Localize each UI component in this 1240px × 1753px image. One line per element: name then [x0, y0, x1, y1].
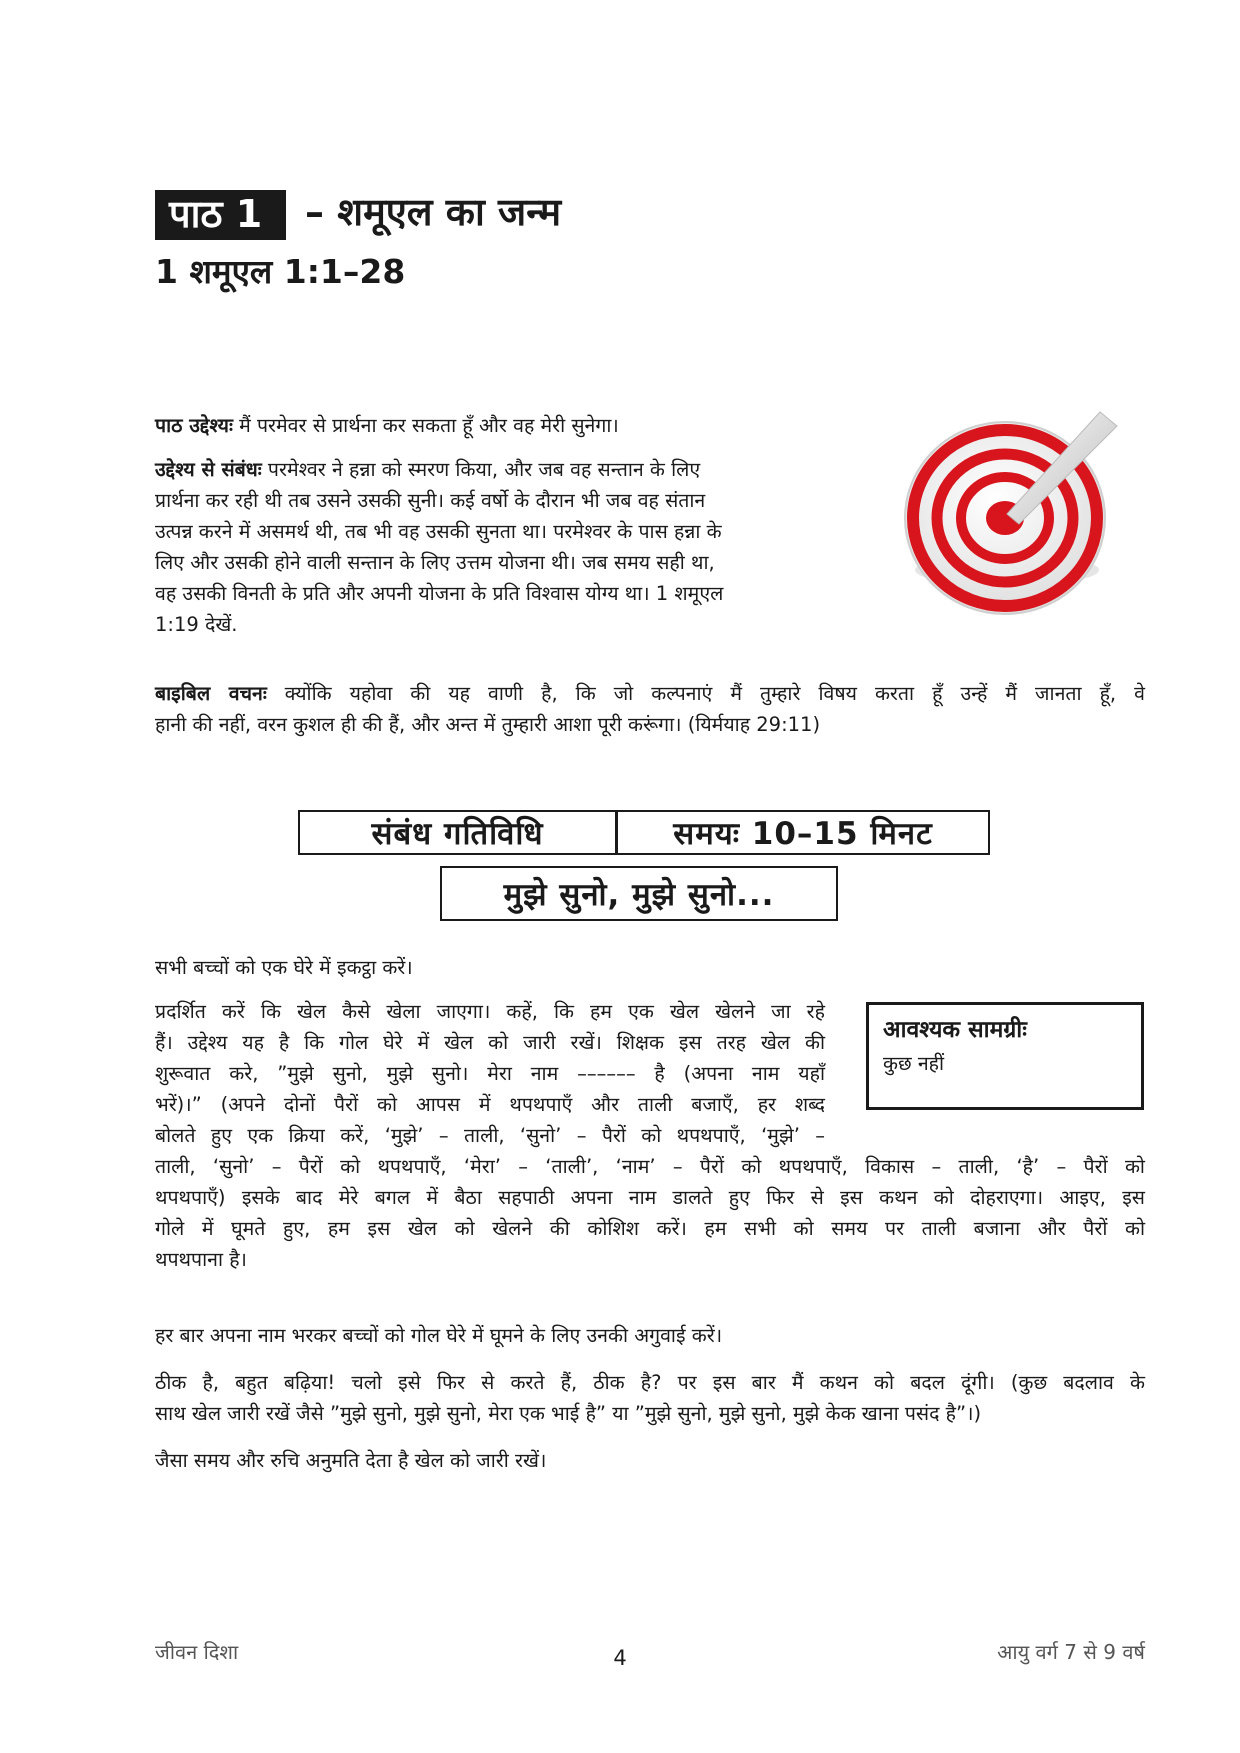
materials-heading: आवश्यक सामग्रीः: [883, 1017, 1027, 1043]
instruction-line: थपथपाएँ) इसके बाद मेरे बगल में बैठा सहपाठी अपना नाम डालते हुए फिर से इस कथन को दोहराएगा। आइए, इस: [155, 1186, 1145, 1209]
page-number: 4: [613, 1646, 627, 1670]
lesson-objective: [155, 410, 915, 441]
instruction-line: बोलते हुए एक क्रिया करें, ‘मुझे’ – ताली, ‘सुनो’ – पैरों को थपथपाएँ, ‘मुझे’ –: [155, 1124, 825, 1147]
verse-text: क्योंकि यहोवा की यह वाणी है, कि जो कल्पनाएं मैं तुम्हारे विषय करता हूँ उन्हें मैं जानता हूँ, वे: [266, 682, 1146, 705]
game-instructions-continued: [155, 1151, 1145, 1275]
footer-left: जीवन दिशा: [155, 1640, 239, 1664]
lesson-badge: पाठ 1: [155, 190, 286, 240]
lesson-title: – शमूएल का जन्म: [305, 190, 562, 234]
footer-right: आयु वर्ग 7 से 9 वर्ष: [997, 1640, 1145, 1664]
game-title: मुझे सुनो, मुझे सुनो...: [440, 866, 838, 921]
objective-text: मैं परमेवर से प्रार्थना कर सकता हूँ और वह मेरी सुनेगा।: [232, 414, 619, 437]
verse-text-line2: हानी की नहीं, वरन कुशल ही की हैं, और अन्त में तुम्हारी आशा पूरी करूंगा। (यिर्मयाह 29:11): [155, 713, 821, 736]
objective-label: पाठ उद्देश्यः: [155, 414, 233, 437]
relation-line: 1:19 देखें.: [155, 613, 238, 636]
verse-label: बाइबिल वचनः: [155, 682, 267, 705]
materials-box: [866, 1002, 1144, 1110]
relation-line: लिए और उसकी होने वाली सन्तान के लिए उत्तम योजना थी। जब समय सही था,: [155, 551, 715, 574]
bible-verse: [155, 678, 1145, 740]
relation-label: उद्देश्य से संबंधः: [155, 458, 262, 481]
materials-value: कुछ नहीं: [883, 1052, 945, 1075]
instruction-line: शुरूवात करे, ”मुझे सुनो, मुझे सुनो। मेरा नाम –––––– है (अपना नाम यहाँ: [155, 1062, 825, 1085]
activity-header: [298, 810, 990, 855]
instruction-line: भरें)।” (अपने दोनों पैरों को आपस में थपथपाएँ और ताली बजाएँ, हर शब्द: [155, 1093, 825, 1116]
target-icon: [895, 408, 1125, 638]
closing-text: जैसा समय और रुचि अनुमति देता है खेल को जारी रखें।: [155, 1449, 547, 1472]
activity-time: समयः 10–15 मिनट: [673, 815, 933, 852]
instruction-line: गोले में घूमते हुए, हम इस खेल को खेलने की कोशिश करें। हम सभी को समय पर ताली बजाना और पैरों को: [155, 1217, 1145, 1240]
relation-line: प्रार्थना कर रही थी तब उसने उसकी सुनी। कई वर्षो के दौरान भी जब वह संतान: [155, 489, 706, 512]
lead-text: हर बार अपना नाम भरकर बच्चों को गोल घेरे में घूमने के लिए उनकी अगुवाई करें।: [155, 1324, 723, 1347]
instruction-line: थपथपाना है।: [155, 1248, 247, 1271]
scripture-reference: 1 शमूएल 1:1–28: [155, 252, 406, 291]
activity-heading: संबंध गतिविधि: [300, 812, 618, 853]
game-instructions: [155, 996, 825, 1151]
objective-relation: उद्देश्य से संबंधः परमेश्वर ने हन्ना को स्मरण किया, और जब वह सन्तान के लिए प्रार्थना कर रही थी तब उसने उसकी सुनी। कई वर्षो के दौरान भी जब वह संतान उत्पन्न करने में असमर्थ थी, तब भी वह उसकी सुनता था। परमेश्वर के पास हन्ना के लिए और उसकी होने वाली सन्तान के लिए उत्तम योजना थी। जब समय सही था, वह उसकी विनती के प्रति और अपनी योजना के प्रति विश्वास योग्य था। 1 शमूएल 1:19 देखें.: [155, 454, 870, 640]
relation-line: वह उसकी विनती के प्रति और अपनी योजना के प्रति विश्वास योग्य था। 1 शमूएल: [155, 582, 724, 605]
relation-line: उत्पन्न करने में असमर्थ थी, तब भी वह उसकी सुनता था। परमेश्वर के पास हन्ना के: [155, 520, 722, 543]
instruction-line: हैं। उद्देश्य यह है कि गोल घेरे में खेल को जारी रखें। शिक्षक इस तरह खेल की: [155, 1031, 825, 1054]
variation-text: ठीक है, बहुत बढ़िया! चलो इसे फिर से करते हैं, ठीक है? पर इस बार मैं कथन को बदल दूंगी। (कुछ बदलाव के साथ खेल जारी रखें जैसे ”मुझे सुनो, मुझे सुनो, मेरा एक भाई है” या ”मुझे सुनो, मुझे सुनो, मुझे केक खाना पसंद है”।): [155, 1371, 1145, 1425]
instruction-line: ताली, ‘सुनो’ – पैरों को थपथपाएँ, ‘मेरा’ – ‘ताली’, ‘नाम’ – पैरों को थपथपाएँ, विकास – ताली, ‘है’ – पैरों को: [155, 1155, 1145, 1178]
instruction-line: प्रदर्शित करें कि खेल कैसे खेला जाएगा। कहें, कि हम एक खेल खेलने जा रहे: [155, 1000, 825, 1023]
intro-text: सभी बच्चों को एक घेरे में इकट्ठा करें।: [155, 956, 413, 979]
